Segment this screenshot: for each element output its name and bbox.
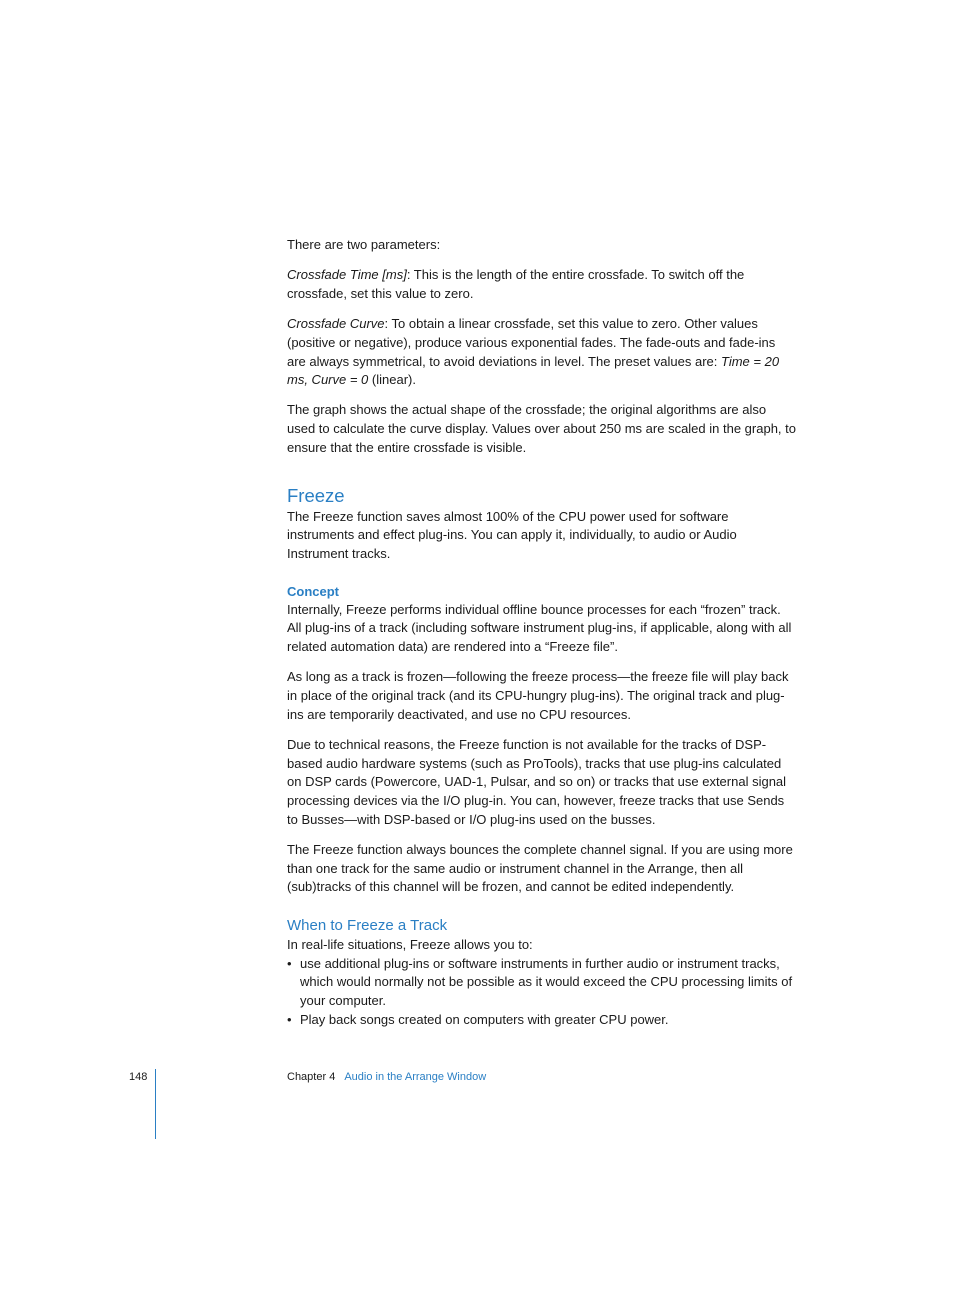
freeze-intro-paragraph: The Freeze function saves almost 100% of the CPU power used for software instruments and effect plug-ins. You can apply it, individually, to audio or Audio Instrument tracks. (287, 508, 737, 561)
bullet-icon: • (287, 955, 292, 971)
concept-paragraph-1: Internally, Freeze performs individual offline bounce processes for each “frozen” track. All plug-ins of a track (including software instrument plug-ins, if applicable, along with all related automation data) are rendered into a “Freeze file”. (287, 601, 792, 655)
graph-paragraph: The graph shows the actual shape of the crossfade; the original algorithms are also used to calculate the curve display. Values over about 250 ms are scaled in the graph, to ensure that the entire crossfade is visible. (287, 402, 796, 455)
freeze-heading: Freeze (287, 484, 345, 506)
preset-values: Time = 20 ms, Curve = 0 (287, 353, 780, 388)
list-item-text: use additional plug-ins or software instruments in further audio or instrument tracks, which would normally not be possible as it would exceed the CPU processing limits of your computer. (300, 955, 793, 1009)
concept-heading: Concept (287, 583, 339, 599)
chapter-title: Audio in the Arrange Window (344, 1071, 487, 1083)
list-item (287, 955, 797, 1011)
crossfade-time-desc: : This is the length of the entire crossfade. To switch off the crossfade, set this value to zero. (287, 267, 745, 301)
chapter-label: Chapter 4 (287, 1071, 336, 1083)
when-to-freeze-heading: When to Freeze a Track (287, 916, 448, 934)
bullet-icon: • (287, 1011, 292, 1027)
crossfade-curve-term: Crossfade Curve (287, 316, 385, 332)
preset-linear-note: (linear). (368, 372, 416, 388)
list-item-text: Play back songs created on computers with greater CPU power. (300, 1011, 669, 1027)
when-intro-paragraph: In real-life situations, Freeze allows you to: (287, 936, 533, 952)
crossfade-curve-desc: : To obtain a linear crossfade, set this value to zero. Other values (positive or negative), produce various exponential fades. The fade-outs and fade-ins are always symmetrical, to avoid deviations in level. The preset values are: (287, 316, 776, 369)
crossfade-time-paragraph (287, 266, 797, 303)
list-item (287, 1011, 797, 1030)
freeze-uses-list (287, 955, 797, 1030)
crossfade-curve-paragraph (287, 315, 797, 390)
intro-paragraph: There are two parameters: (287, 237, 441, 252)
footer-chapter (287, 1070, 486, 1084)
footer-divider (155, 1069, 156, 1139)
main-text-column (287, 236, 797, 1030)
page-number: 148 (129, 1071, 148, 1083)
concept-paragraph-2: As long as a track is frozen—following the freeze process—the freeze file will play back in place of the original track (and its CPU-hungry plug-ins). The original track and plug-ins are temporarily deactivated, and use no CPU resources. (287, 669, 789, 722)
concept-paragraph-3: Due to technical reasons, the Freeze function is not available for the tracks of DSP-based audio hardware systems (such as ProTools), tracks that use plug-ins calculated on DSP cards (Powercore, UAD-1, Pulsar, and so on) or tracks that use external signal processing devices via the I/O plug-in. You can, however, freeze tracks that use Sends to Busses—with DSP-based or I/O plug-ins used on the busses. (287, 736, 787, 827)
crossfade-time-term: Crossfade Time [ms] (287, 267, 407, 283)
concept-paragraph-4: The Freeze function always bounces the complete channel signal. If you are using more than one track for the same audio or instrument channel in the Arrange, then all (sub)tracks of this channel will be frozen, and cannot be edited independently. (287, 841, 793, 895)
